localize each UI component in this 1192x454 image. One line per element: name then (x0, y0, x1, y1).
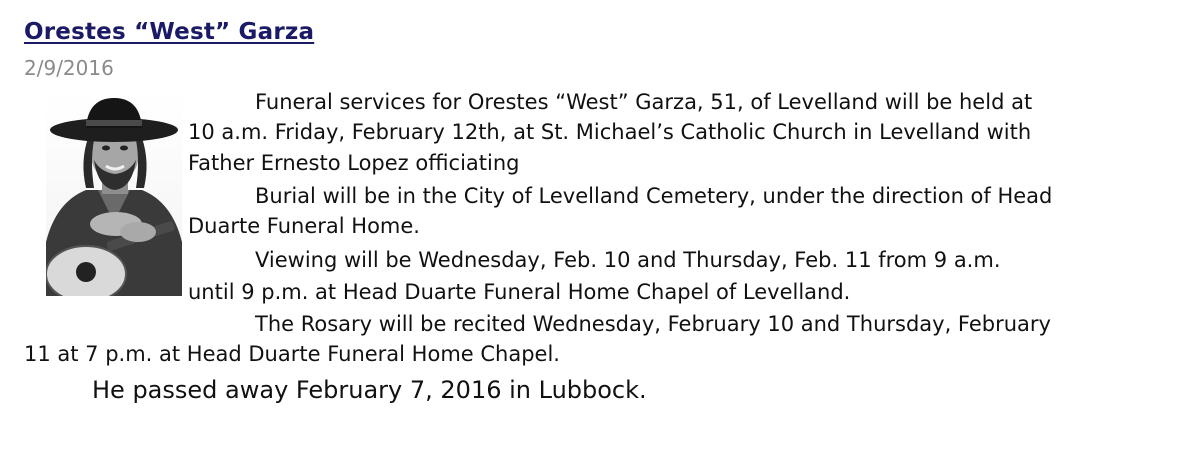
obituary-date: 2/9/2016 (24, 56, 114, 80)
paragraph-line: Duarte Funeral Home. (188, 214, 420, 238)
obituary-title-link[interactable]: Orestes “West” Garza (24, 19, 315, 45)
paragraph-line: The Rosary will be recited Wednesday, February 10 and Thursday, February (255, 312, 1051, 336)
portrait-photo (46, 92, 182, 296)
paragraph-line: 11 at 7 p.m. at Head Duarte Funeral Home Chapel. (24, 342, 560, 366)
paragraph-line: Burial will be in the City of Levelland Cemetery, under the direction of Head (255, 184, 1053, 208)
portrait-photo-icon (46, 92, 182, 296)
paragraph-line: 10 a.m. Friday, February 12th, at St. Michael’s Catholic Church in Levelland with (188, 120, 1032, 144)
paragraph-line: until 9 p.m. at Head Duarte Funeral Home Chapel of Levelland. (188, 280, 851, 304)
paragraph-line: Funeral services for Orestes “West” Garza, 51, of Levelland will be held at (255, 90, 1033, 114)
closing-line: He passed away February 7, 2016 in Lubbock. (92, 376, 647, 404)
paragraph-line: Viewing will be Wednesday, Feb. 10 and Thursday, Feb. 11 from 9 a.m. (255, 248, 1001, 272)
paragraph-line: Father Ernesto Lopez officiating (188, 151, 520, 175)
